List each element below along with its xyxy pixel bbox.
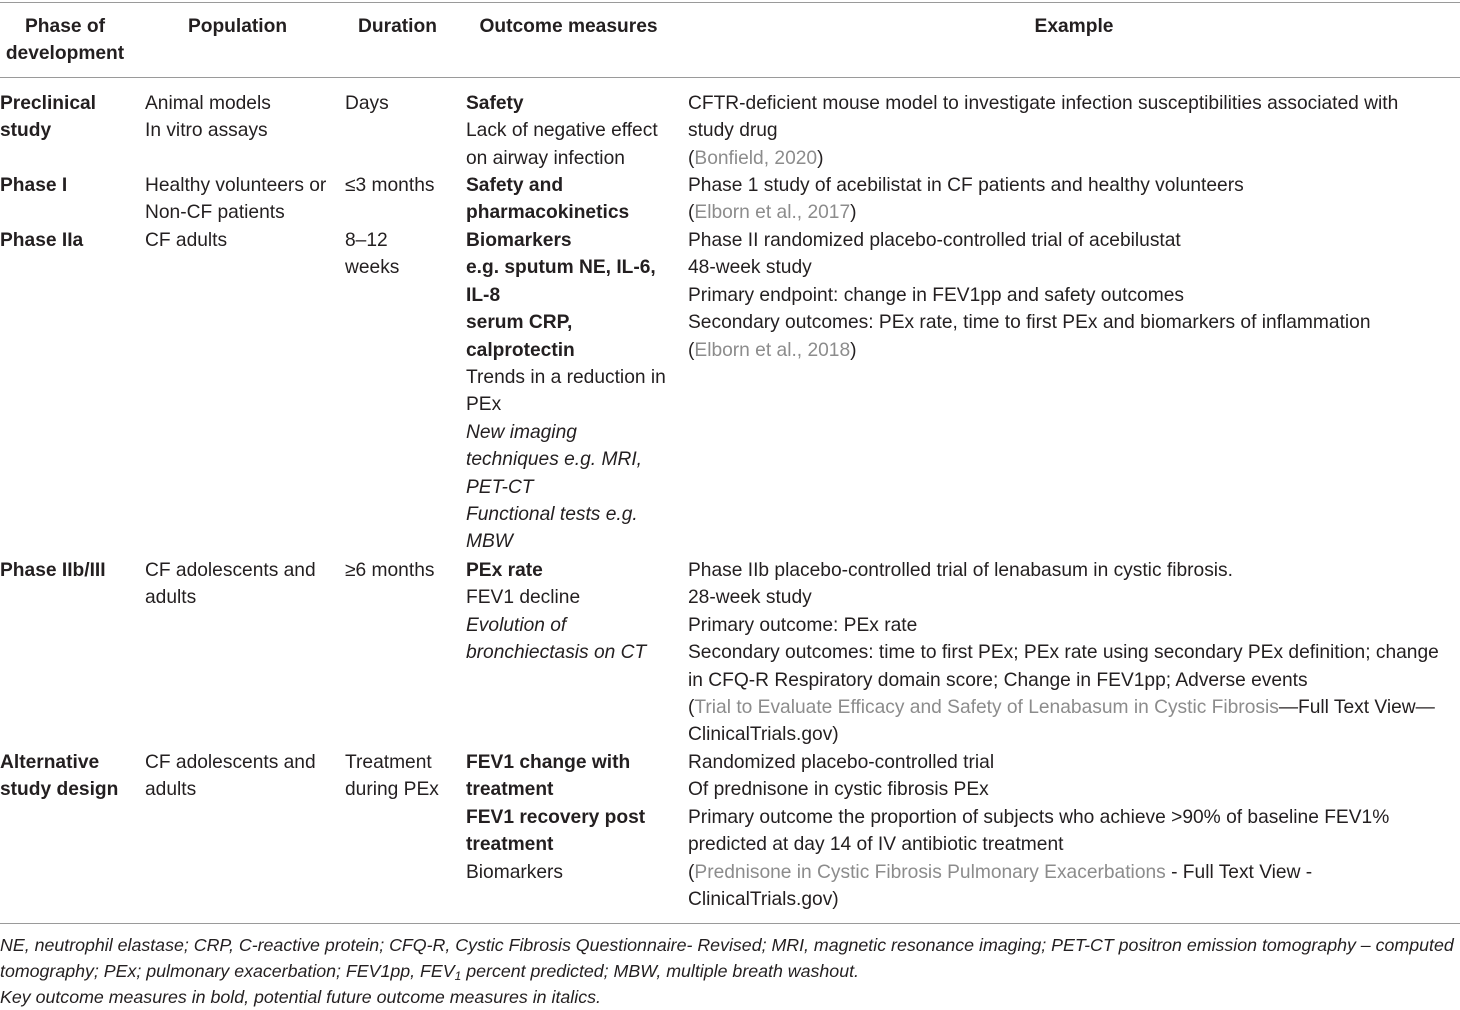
ref-open: ( xyxy=(688,697,695,719)
example-reference-source: ClinicalTrials.gov) xyxy=(688,889,839,911)
row-phase-2a-duration-line-2: weeks xyxy=(345,257,400,279)
row-alternative-duration-line-2: during PEx xyxy=(345,779,439,801)
row-alternative-phase xyxy=(0,749,118,804)
example-line: Phase IIb placebo-controlled trial of lenabasum in cystic fibrosis. xyxy=(688,560,1233,581)
ref-close: ) xyxy=(850,339,857,361)
row-alternative-duration-line-1: Treatment xyxy=(345,752,432,773)
example-line: Primary outcome the proportion of subjects who achieve >90% of baseline FEV1% xyxy=(688,806,1390,828)
footnote-line-2-b: percent predicted; MBW, multiple breath washout. xyxy=(461,961,859,981)
row-preclinical-phase-line-2: study xyxy=(0,120,52,142)
example-line: Randomized placebo-controlled trial xyxy=(688,752,995,773)
footnote-line-2-a: tomography; PEx; pulmonary exacerbation; FEV1pp, FEV xyxy=(0,961,455,981)
row-phase-2b-3-population-line-1: CF adolescents and xyxy=(145,560,316,581)
outcome-line: treatment xyxy=(466,779,554,801)
outcome-line: MBW xyxy=(466,531,513,553)
footnote-line-1: NE, neutrophil elastase; CRP, C-reactive protein; CFQ-R, Cystic Fibrosis Questionnaire- Revised; MRI, magnetic resonance imaging; PET-CT positron emission tomography – computed xyxy=(0,935,1454,955)
row-phase-1-population xyxy=(145,172,326,227)
row-preclinical-phase xyxy=(0,90,96,145)
ref-suffix: - Full Text View - xyxy=(1165,861,1313,883)
outcome-line: New imaging xyxy=(466,421,577,443)
row-phase-2b-3-population xyxy=(145,557,316,612)
header-rule xyxy=(0,77,1460,78)
outcome-line: PEx rate xyxy=(466,560,543,581)
row-phase-2a-phase xyxy=(0,227,83,254)
row-alternative-phase-line-2: study design xyxy=(0,779,119,801)
outcome-line: on airway infection xyxy=(466,147,625,169)
example-line: study drug xyxy=(688,120,778,142)
reference-link-elborn-2018[interactable]: Elborn et al., 2018 xyxy=(694,339,851,361)
example-line: 48-week study xyxy=(688,257,812,279)
row-phase-2b-3-example xyxy=(688,557,1439,749)
row-phase-2a-example xyxy=(688,227,1371,364)
outcome-line: Biomarkers xyxy=(466,861,564,883)
header-duration: Duration xyxy=(358,16,437,37)
row-preclinical-duration-line-1: Days xyxy=(345,93,389,114)
row-phase-2b-3-population-line-2: adults xyxy=(145,587,197,609)
footnote-line-2 xyxy=(0,958,1460,984)
row-phase-2b-3-duration xyxy=(345,557,434,584)
outcome-line: FEV1 change with xyxy=(466,752,631,773)
outcome-line: Lack of negative effect xyxy=(466,120,658,142)
header-phase xyxy=(0,13,130,68)
row-phase-2a-duration-line-1: 8–12 xyxy=(345,230,388,251)
outcome-line: Biomarkers xyxy=(466,230,572,251)
footnote-subscript: 1 xyxy=(454,969,462,983)
example-line: 28-week study xyxy=(688,587,812,609)
row-phase-2b-3-phase-line-1: Phase IIb/III xyxy=(0,560,106,581)
row-alternative-duration xyxy=(345,749,439,804)
reference-link-prednisone-trial[interactable]: Prednisone in Cystic Fibrosis Pulmonary Exacerbations xyxy=(694,861,1166,883)
row-phase-1-duration-line-1: ≤3 months xyxy=(345,175,435,196)
table-top-rule xyxy=(0,2,1460,3)
footnote-line-3: Key outcome measures in bold, potential future outcome measures in italics. xyxy=(0,987,601,1007)
outcome-line: Trends in a reduction in xyxy=(466,367,666,389)
row-preclinical-population-line-2: In vitro assays xyxy=(145,120,268,142)
header-phase-line-1: Phase of xyxy=(25,16,105,37)
outcome-line: serum CRP, xyxy=(466,312,573,334)
header-population: Population xyxy=(187,16,288,37)
outcome-line: calprotectin xyxy=(466,339,575,361)
outcome-line: pharmacokinetics xyxy=(466,202,630,224)
outcome-line: FEV1 recovery post xyxy=(466,806,646,828)
row-preclinical-phase-line-1: Preclinical xyxy=(0,93,96,114)
ref-open: ( xyxy=(688,339,695,361)
row-phase-1-phase xyxy=(0,172,67,199)
row-alternative-population-line-1: CF adolescents and xyxy=(145,752,316,773)
outcome-line: treatment xyxy=(466,834,554,856)
example-line: Phase II randomized placebo-controlled trial of acebilustat xyxy=(688,230,1181,251)
header-phase-line-2: development xyxy=(5,43,125,65)
row-phase-1-population-line-1: Healthy volunteers or xyxy=(145,175,327,196)
row-phase-1-example xyxy=(688,172,1244,227)
ref-close: ) xyxy=(850,202,857,224)
row-phase-2b-3-duration-line-1: ≥6 months xyxy=(345,560,435,581)
example-reference xyxy=(688,145,1398,172)
header-example: Example xyxy=(1034,16,1114,37)
outcome-line: e.g. sputum NE, IL-6, xyxy=(466,257,656,279)
row-phase-2b-3-outcomes xyxy=(466,557,646,667)
example-line: Primary endpoint: change in FEV1pp and safety outcomes xyxy=(688,284,1184,306)
row-phase-2a-population-line-1: CF adults xyxy=(145,230,228,251)
example-reference xyxy=(688,694,1439,721)
row-phase-1-population-line-2: Non-CF patients xyxy=(145,202,285,224)
ref-suffix: —Full Text View— xyxy=(1278,697,1435,719)
row-alternative-phase-line-1: Alternative xyxy=(0,752,100,773)
outcome-line: techniques e.g. MRI, xyxy=(466,449,642,471)
table-bottom-rule xyxy=(0,923,1460,924)
example-line: Of prednisone in cystic fibrosis PEx xyxy=(688,779,989,801)
outcome-line: FEV1 decline xyxy=(466,587,581,609)
ref-open: ( xyxy=(688,202,695,224)
row-preclinical-outcomes xyxy=(466,90,658,172)
row-preclinical-population xyxy=(145,90,271,145)
row-preclinical-population-line-1: Animal models xyxy=(145,93,271,114)
row-phase-1-phase-line-1: Phase I xyxy=(0,175,68,196)
example-reference-source: ClinicalTrials.gov) xyxy=(688,724,839,746)
row-alternative-population xyxy=(145,749,316,804)
reference-link-bonfield-2020[interactable]: Bonfield, 2020 xyxy=(694,147,818,169)
example-reference xyxy=(688,859,1389,886)
row-phase-1-outcomes xyxy=(466,172,629,227)
outcome-line: Safety xyxy=(466,93,524,114)
ref-open: ( xyxy=(688,147,695,169)
example-line: in CFQ-R Respiratory domain score; Change in FEV1pp; Adverse events xyxy=(688,669,1308,691)
row-preclinical-example xyxy=(688,90,1398,172)
table-footnotes xyxy=(0,932,1460,1010)
outcome-line: Evolution of xyxy=(466,614,567,636)
ref-open: ( xyxy=(688,861,695,883)
example-line: Secondary outcomes: PEx rate, time to first PEx and biomarkers of inflammation xyxy=(688,312,1371,334)
outcome-line: PET-CT xyxy=(466,476,534,498)
row-alternative-outcomes xyxy=(466,749,645,886)
row-preclinical-duration xyxy=(345,90,389,117)
reference-link-lenabasum-trial[interactable]: Trial to Evaluate Efficacy and Safety of Lenabasum in Cystic Fibrosis xyxy=(694,697,1279,719)
row-phase-2a-population xyxy=(145,227,227,254)
reference-link-elborn-2017[interactable]: Elborn et al., 2017 xyxy=(694,202,851,224)
example-line: Phase 1 study of acebilistat in CF patients and healthy volunteers xyxy=(688,175,1244,196)
example-line: predicted at day 14 of IV antibiotic treatment xyxy=(688,834,1064,856)
outcome-line: Safety and xyxy=(466,175,564,196)
example-line: Secondary outcomes: time to first PEx; PEx rate using secondary PEx definition; change xyxy=(688,642,1439,664)
row-phase-2a-phase-line-1: Phase IIa xyxy=(0,230,84,251)
row-alternative-population-line-2: adults xyxy=(145,779,197,801)
row-phase-2a-duration xyxy=(345,227,399,282)
outcome-line: PEx xyxy=(466,394,502,416)
example-line: CFTR-deficient mouse model to investigate infection susceptibilities associated with xyxy=(688,93,1399,114)
row-alternative-example xyxy=(688,749,1389,913)
outcome-line: bronchiectasis on CT xyxy=(466,642,647,664)
row-phase-2a-outcomes xyxy=(466,227,666,556)
ref-close: ) xyxy=(817,147,824,169)
header-outcome-measures: Outcome measures xyxy=(479,16,658,37)
outcome-line: IL-8 xyxy=(466,284,501,306)
example-line: Primary outcome: PEx rate xyxy=(688,614,918,636)
example-reference xyxy=(688,337,1371,364)
row-phase-1-duration xyxy=(345,172,434,199)
outcome-line: Functional tests e.g. xyxy=(466,504,638,526)
row-phase-2b-3-phase xyxy=(0,557,106,584)
example-reference xyxy=(688,199,1244,226)
